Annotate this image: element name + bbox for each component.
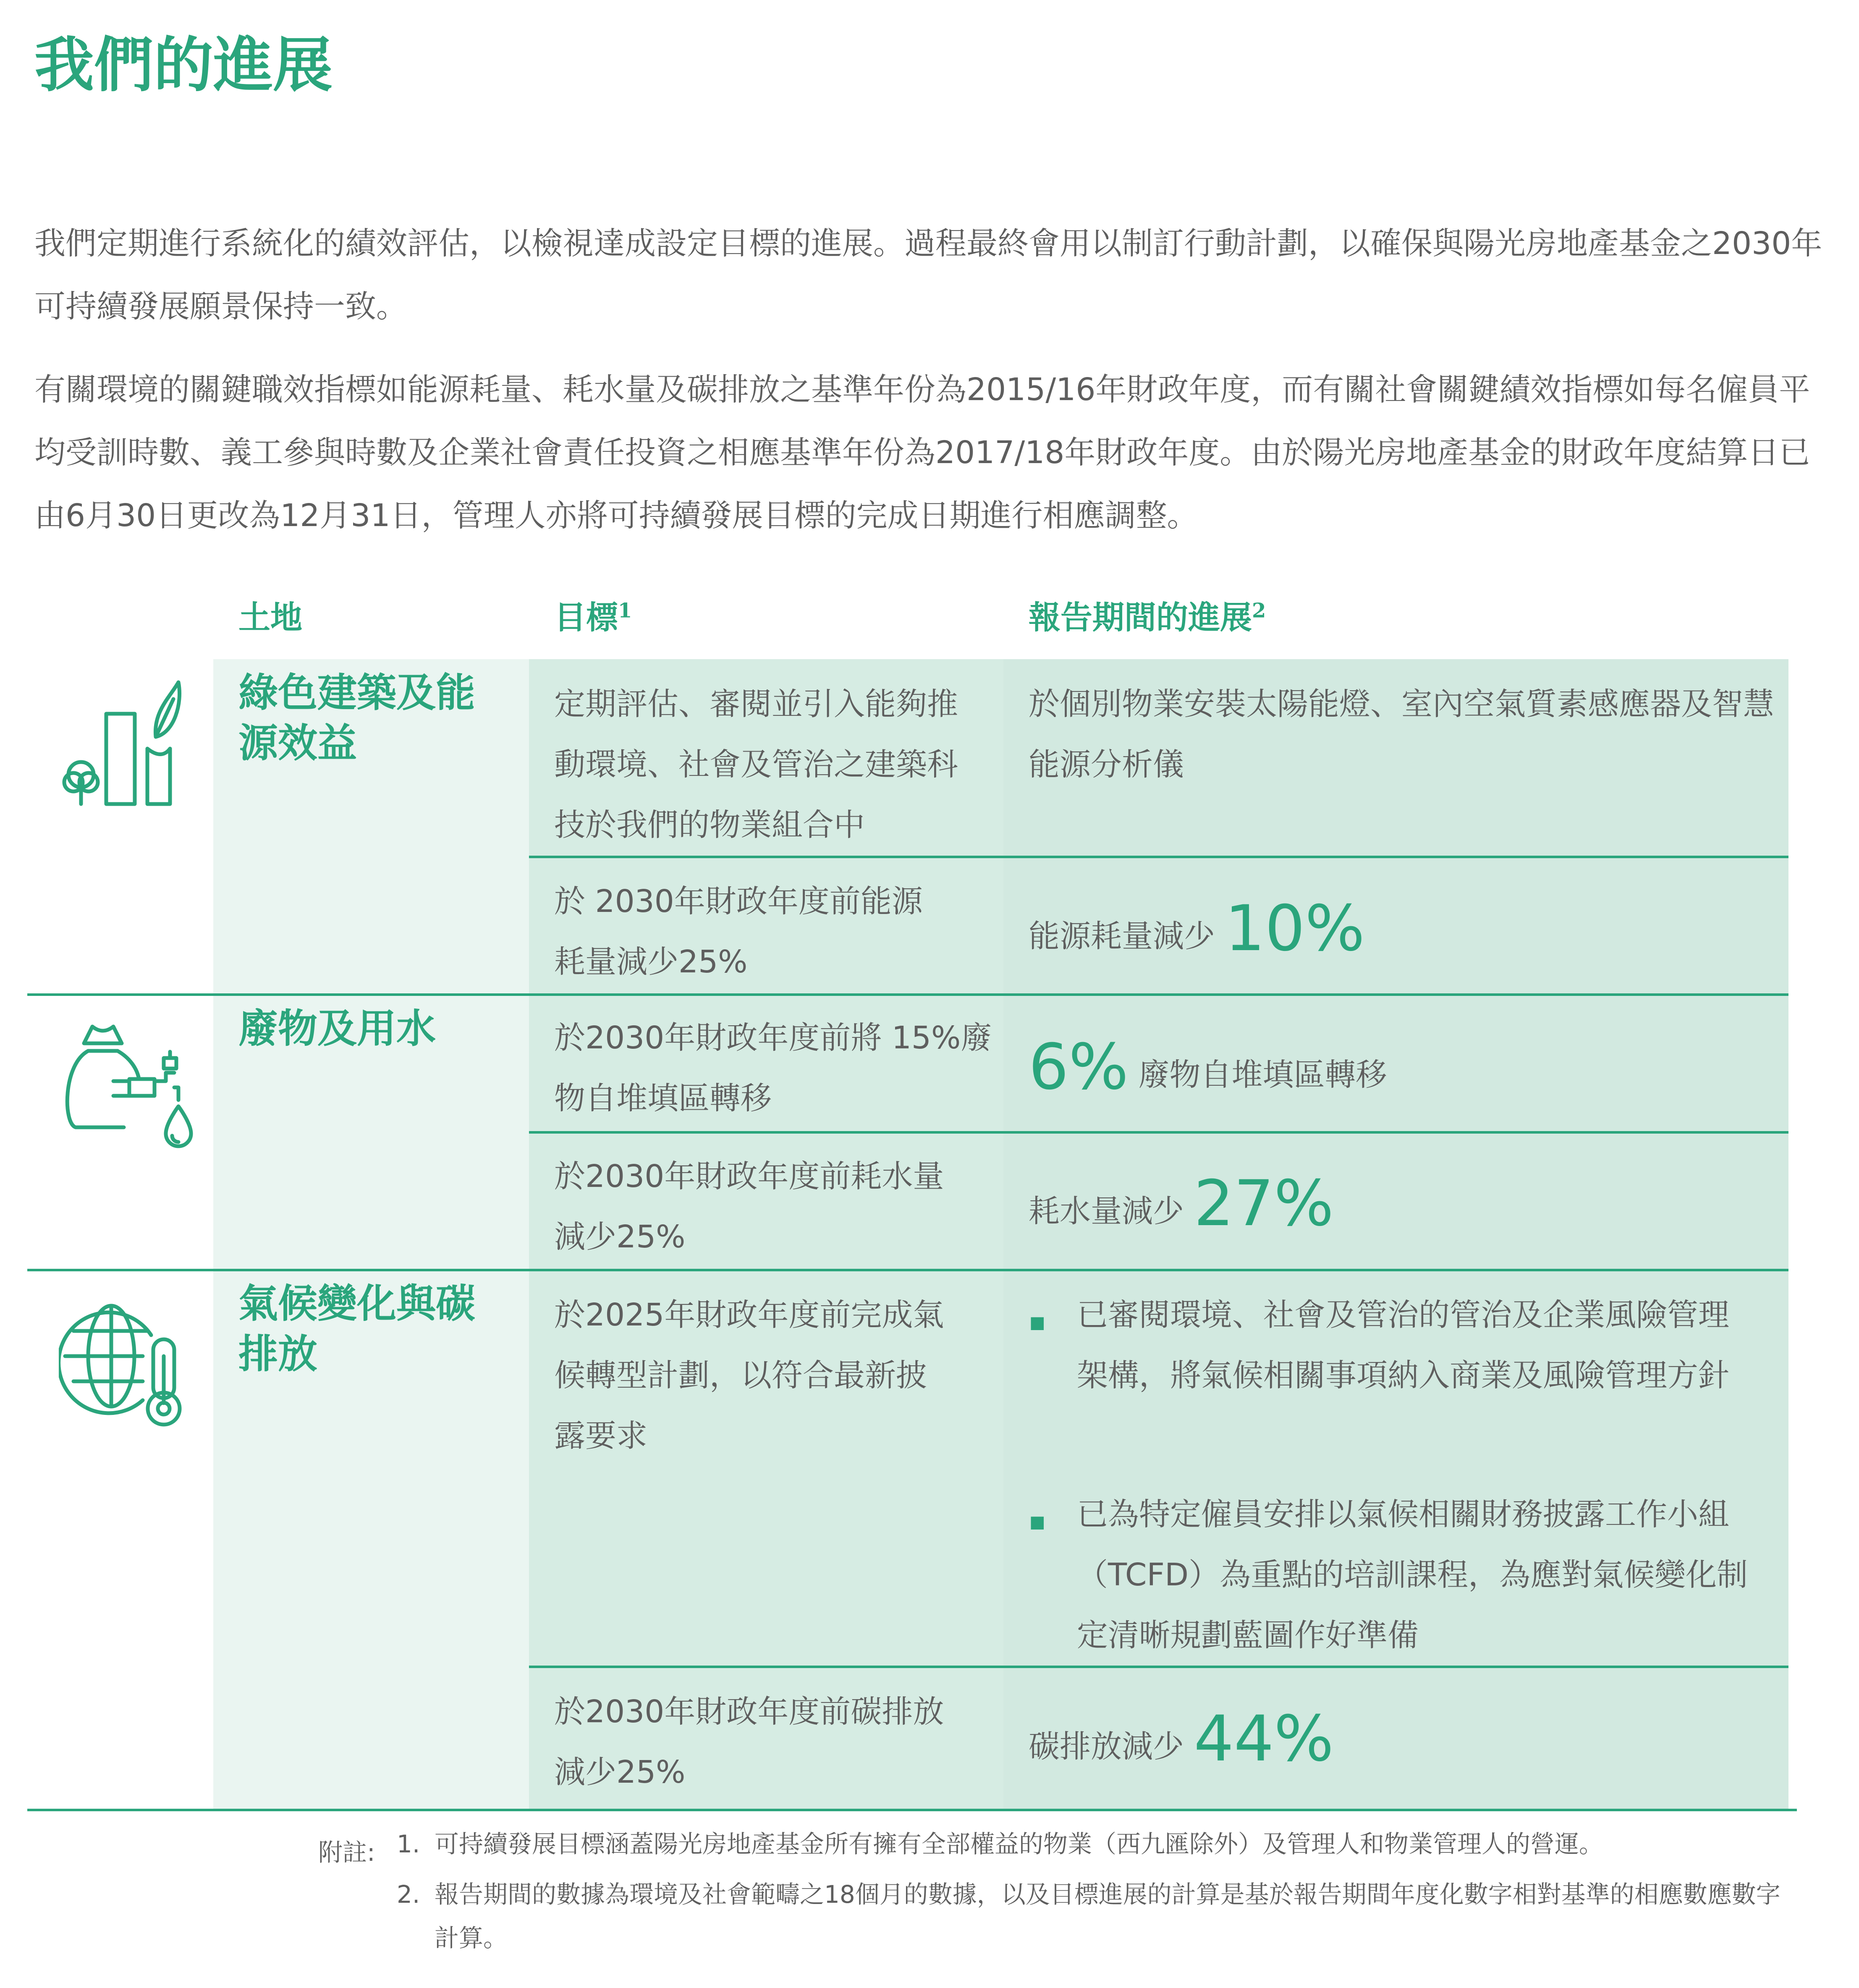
progress-label: 廢物自堆填區轉移	[1138, 1057, 1387, 1093]
progress-cell	[1029, 1167, 1784, 1242]
target-cell: 於2025年財政年度前完成氣候轉型計劃，以符合最新披露要求	[554, 1297, 944, 1454]
target-cell: 於2030年財政年度前耗水量減少25%	[554, 1158, 944, 1255]
progress-cell	[1029, 1703, 1784, 1777]
target-cell: 於 2030年財政年度前能源耗量減少25%	[554, 883, 923, 980]
progress-cell	[1029, 1031, 1784, 1105]
header-target-label: 目標	[554, 599, 618, 636]
bullet-marker: ■	[1029, 1512, 1045, 1532]
progress-label: 能源耗量減少	[1029, 918, 1215, 954]
bullet-marker: ■	[1029, 1313, 1045, 1332]
header-land: 土地	[238, 599, 302, 636]
note-number: 2.	[397, 1880, 420, 1909]
table-bottom-rule	[27, 1809, 1797, 1811]
building-tree-leaf-icon	[57, 674, 183, 808]
progress-bullet: 已為特定僱員安排以氣候相關財務披露工作小組（TCFD）為重點的培訓課程，為應對氣候變化制定清晰規劃藍圖作好準備	[1077, 1496, 1748, 1653]
page-title: 我們的進展	[34, 30, 333, 100]
target-cell: 於2030年財政年度前將 15%廢物自堆填區轉移	[554, 1020, 992, 1116]
note-text: 可持續發展目標涵蓋陽光房地產基金所有擁有全部權益的物業（西九匯除外）及管理人和物業管理人的營運。	[435, 1830, 1604, 1858]
progress-value: 10%	[1225, 892, 1365, 965]
note-item	[397, 1822, 1803, 1866]
target-cell: 於2030年財政年度前碳排放減少25%	[554, 1694, 944, 1790]
intro-text	[34, 212, 1831, 567]
category-climate: 氣候變化與碳排放	[238, 1281, 476, 1377]
footnote-ref: 1	[618, 599, 632, 623]
globe-thermometer-icon	[59, 1293, 193, 1427]
row-divider	[529, 1666, 1788, 1668]
progress-bullet: 已審閱環境、社會及管治的管治及企業風險管理架構，將氣候相關事項納入商業及風險管理方針	[1077, 1297, 1729, 1393]
row-divider	[529, 856, 1788, 858]
progress-value: 6%	[1029, 1031, 1128, 1104]
target-cell: 定期評估、審閱並引入能夠推動環境、社會及管治之建築科技於我們的物業組合中	[554, 686, 958, 843]
note-text: 報告期間的數據為環境及社會範疇之18個月的數據，以及目標進展的計算是基於報告期間年度化數字相對基準的相應數應數字計算。	[435, 1880, 1780, 1952]
header-target	[554, 592, 632, 638]
category-waste-water: 廢物及用水	[238, 1006, 436, 1052]
row-divider	[529, 1131, 1788, 1134]
category-column-bg	[213, 659, 529, 1810]
footnote-ref: 2	[1252, 599, 1266, 623]
notes-label: 附註:	[318, 1838, 375, 1867]
section-divider	[27, 1269, 1788, 1271]
progress-label: 耗水量減少	[1029, 1193, 1184, 1229]
category-green-building: 綠色建築及能源效益	[238, 670, 476, 766]
intro-paragraph: 有關環境的關鍵職效指標如能源耗量、耗水量及碳排放之基準年份為2015/16年財政年度，而有關社會關鍵績效指標如每名僱員平均受訓時數、義工參與時數及企業社會責任投資之相應基準年份為2017/18年財政年度。由於陽光房地產基金的財政年度結算日已由6月30日更改為12月31日，管理人亦將可持續發展目標的完成日期進行相應調整。	[34, 372, 1810, 534]
section-divider	[27, 993, 1788, 996]
progress-cell	[1029, 892, 1784, 966]
header-progress-label: 報告期間的進展	[1029, 599, 1252, 636]
intro-paragraph: 我們定期進行系統化的績效評估，以檢視達成設定目標的進展。過程最終會用以制訂行動計劃，以確保與陽光房地產基金之2030年可持續發展願景保持一致。	[34, 225, 1822, 325]
progress-cell: 於個別物業安裝太陽能燈、室內空氣質素感應器及智慧能源分析儀	[1029, 686, 1774, 783]
progress-label: 碳排放減少	[1029, 1729, 1184, 1765]
progress-value: 27%	[1194, 1167, 1334, 1240]
note-item	[397, 1873, 1795, 1960]
note-number: 1.	[397, 1830, 420, 1858]
waste-bag-water-tap-icon	[59, 1018, 197, 1157]
header-progress	[1029, 592, 1266, 638]
progress-value: 44%	[1194, 1703, 1334, 1776]
